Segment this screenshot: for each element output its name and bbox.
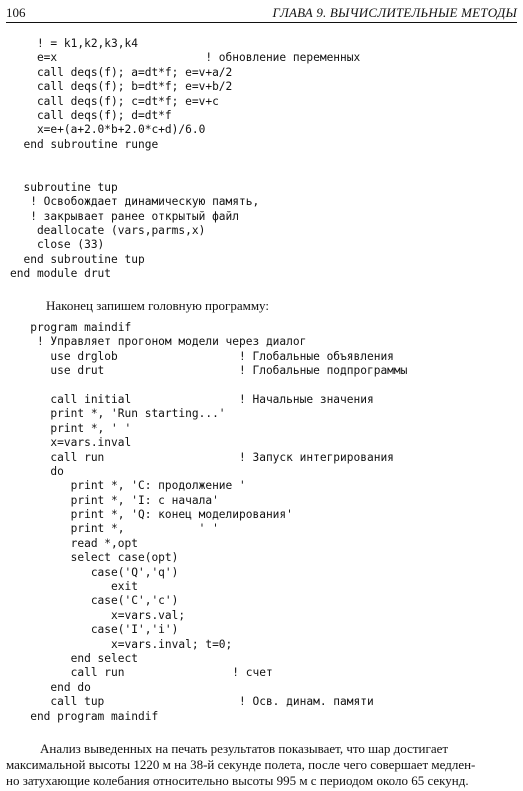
code-line: call tup ! Осв. динам. памяти [10, 695, 374, 709]
code-line: ! закрывает ранее открытый файл [10, 209, 240, 223]
code-line: deallocate (vars,parms,x) [10, 224, 206, 238]
code-line: x=vars.inval [10, 436, 132, 450]
code-line: ! Освобождает динамическую память, [10, 195, 260, 209]
code-line: ! Управляет прогоном модели через диалог [10, 335, 307, 349]
code-line: program maindif [10, 321, 132, 334]
code-line: ! = k1,k2,k3,k4 [10, 37, 138, 50]
code-line: end program maindif [10, 709, 159, 723]
code-line: call deqs(f); a=dt*f; e=v+a/2 [10, 65, 233, 79]
code-line: select case(opt) [10, 551, 179, 565]
code-line: close (33) [10, 238, 105, 252]
code-line: call initial ! Начальные значения [10, 392, 374, 406]
code-line: use drglob ! Глобальные объявления [10, 349, 394, 363]
code-line [10, 379, 407, 393]
code-line: case('C','c') [10, 594, 179, 608]
code-line: print *, 'Q: конец моделирования' [10, 508, 293, 522]
code-line: subroutine tup [10, 180, 118, 194]
code-line: end select [10, 651, 138, 665]
page-header [6, 4, 517, 22]
closing-paragraph [6, 741, 517, 789]
code-line: x=e+(a+2.0*b+2.0*c+d)/6.0 [10, 123, 206, 137]
code-line: do [10, 464, 64, 478]
code-line [10, 152, 360, 166]
paragraph-line: Анализ выведенных на печать результатов показывает, что шар достигает [40, 741, 449, 756]
code-listing-runge-tup [10, 37, 360, 282]
code-line: x=vars.val; [10, 608, 186, 622]
code-line: print *, ' ' [10, 421, 132, 435]
code-line: print *, 'I: с начала' [10, 493, 219, 507]
code-line: case('I','i') [10, 623, 179, 637]
code-line: end do [10, 680, 91, 694]
code-line: end module drut [10, 267, 112, 281]
header-rule [6, 22, 517, 23]
code-line: exit [10, 580, 138, 594]
code-line: call run ! счет [10, 666, 273, 680]
code-line: case('Q','q') [10, 565, 179, 579]
code-line: e=x ! обновление переменных [10, 51, 361, 65]
code-line: call run ! Запуск интегрирования [10, 450, 394, 464]
code-line: call deqs(f); c=dt*f; e=v+c [10, 94, 219, 108]
code-line: read *,opt [10, 536, 138, 550]
code-listing-maindif [10, 321, 407, 724]
code-line: end subroutine runge [10, 137, 159, 151]
page-number: 106 [6, 5, 26, 20]
code-line: print *, ' ' [10, 522, 219, 536]
code-line [10, 167, 360, 181]
intro-sentence: Наконец запишем головную программу: [46, 298, 269, 313]
code-line: use drut ! Глобальные подпрограммы [10, 364, 408, 378]
code-line: end subroutine tup [10, 252, 145, 266]
code-line: call deqs(f); d=dt*f [10, 108, 172, 122]
code-line: print *, 'Run starting...' [10, 407, 226, 421]
code-line: call deqs(f); b=dt*f; e=v+b/2 [10, 80, 233, 94]
running-title: ГЛАВА 9. ВЫЧИСЛИТЕЛЬНЫЕ МЕТОДЫ [272, 5, 517, 20]
paragraph-line: максимальной высоты 1220 м на 38-й секунде полета, после чего совершает медлен- [6, 757, 476, 772]
paragraph-line: но затухающие колебания относительно высоты 995 м с периодом около 65 секунд. [6, 773, 469, 788]
code-line: print *, 'C: продолжение ' [10, 479, 246, 493]
code-line: x=vars.inval; t=0; [10, 637, 233, 651]
